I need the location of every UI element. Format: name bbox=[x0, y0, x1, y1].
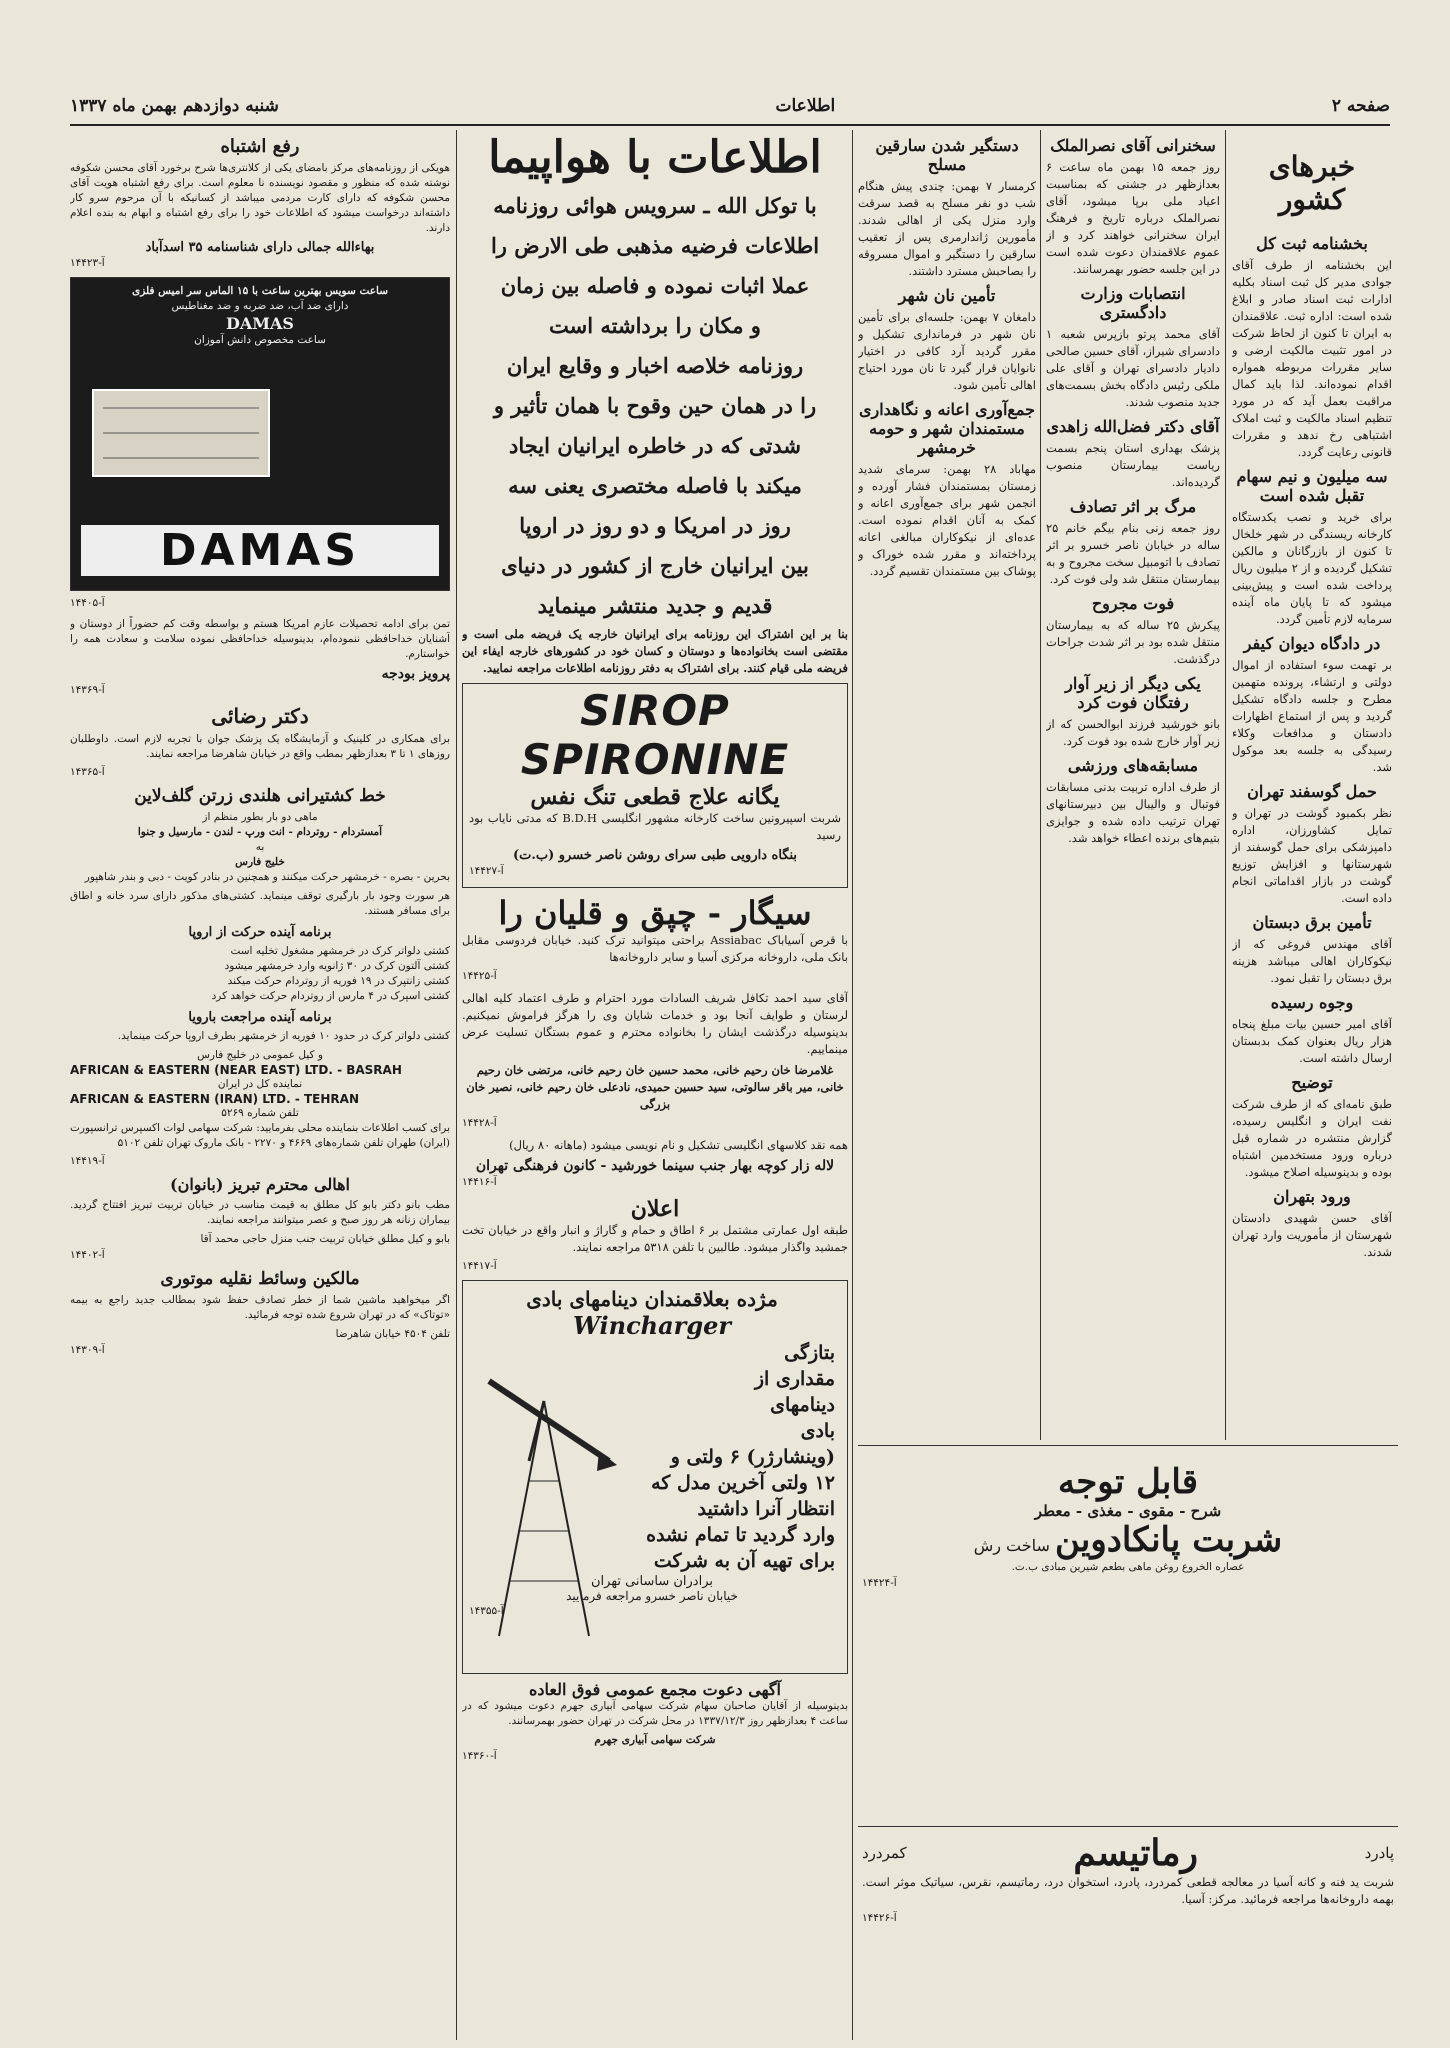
column-rule bbox=[852, 130, 853, 2040]
news-column bbox=[1232, 130, 1392, 2010]
center-column: اطلاعات با هواپیما با توکل الله ـ سرویس هوائی روزنامه اطلاعات فرضیه مذهبی طی الارض را عملا اثبات نموده و فاصله بین زمان و مکان را برداشته است روزنامه خلاصه اخبار و وقایع ایران را در همان حین وقوح با همان تأثیر و شدتی که در خاطره ایرانیان ایجاد میکند با فاصله مختصری یعنی سه روز در امریکا و دو روز در اروپا بین ایرانیان خارج از کشور در دنیای قدیم و جدید منتشر مینماید بنا بر این اشتراک این روزنامه برای ایرانیان خارجه یک فریضه ملی است و مقتضی است بخانواده‌ها و دوستان و کسان خود در کشورهای خارجه ایفاء این فریضه ملی قیام کنند. برای اشتراک به دفتر روزنامه اطلاعات مراجعه نمایید. SIROP SPIRONINE یگانه علاج قطعی تنگ نفس شربت اسپیرونین ساخت کارخانه مشهور انگلیسی B.D.H که مدتی نایاب بود رسید بنگاه دارویی طبی سرای روشن ناصر خسرو (ب.ت) آ-۱۴۴۲۷ سیگار - چپق و قلیان را با قرص آسیاباک Assiabac براحتی میتوانید ترک کنید. خیابان فردوسی مقابل بانک ملی، داروخانه مرکزی آسیا و سایر داروخانه‌ها آ-۱۴۴۲۵ آقای سید احمد تکافل شریف السادات مورد احترام و طرف اعتماد کلیه اهالی لرستان و طوایف آنجا بود و خدمات شایان وی را هرگز فراموش نمیکنیم. بدینوسیله درگذشت ایشان را بخانواده محترم و عموم بستگان تسلیت عرض مینماییم. غلامرضا خان رحیم خانی، محمد حسین خان رحیم خانی، مرتضی خان رحیم خانی، میر باقر سالوتی، سید حسین حمیدی، نادعلی خان رحیم خانی، نصیر خان بزرگی آ-۱۴۴۲۸ همه نقد کلاسهای انگلیسی تشکیل و نام نویسی میشود (ماهانه ۸۰ ریال) لاله زار کوچه بهار جنب سینما خورشید - کانون فرهنگی تهران آ-۱۴۴۱۶ اعلان طبقه اول عمارتی مشتمل بر ۶ اطاق و حمام و گاراژ و انبار واقع در خیابان تخت جمشید واگذار میشود. طالبین با تلفن ۵۳۱۸ مراجعه نمایند. آ-۱۴۴۱۷ مژده بعلاقمندان دینامهای بادی Wincharger بتازگی مقداری از دینامهای بادی (وینشارژر) ۶ ولتی و ۱۲ ولتی آخرین مدل که انتظار آنرا داشتید وارد گردید تا تمام نشده برای تهیه آن به شرکت برادران ساسانی تهران خیابان ناصر خسرو مراجعه فرمایید آ-۱۴۳۵۵ آگهی دعوت مجمع عمومی فوق العاده بدینوسیله از آقایان صاحبان سهام شرکت سهامی آبیاری جهرم دعوت میشود که در ساعت ۴ بعدازظهر روز ۱۳۳۷/۱۲/۳ در محل شرکت در تهران حضور بهمرسانند. شرکت سهامی آبیاری جهرم آ-۱۴۳۶۰ bbox=[462, 132, 848, 1762]
farewell-notice: تمن برای ادامه تحصیلات عازم امریکا هستم و بواسطه وقت کم حضوراً از دوستان و آشنایان خداحافظی ننموده‌ام، بدینوسیله خداحافظی نموده سلامت و سعادت همه را خواستارم. پرویز بودجه آ-۱۴۳۶۹ bbox=[70, 618, 450, 696]
news-item: تأمین نان شهر دامغان ۷ بهمن: جلسه‌ای برای تأمین نان شهر در فرمانداری تشکیل و مقرر گردید آرد کافی در اختیار نانوایان قرار گیرد تا نان مورد احتیاج اهالی تأمین شود. bbox=[858, 286, 1036, 392]
rental-notice: اعلان طبقه اول عمارتی مشتمل بر ۶ اطاق و حمام و گاراژ و انبار واقع در خیابان تخت جمشید واگذار میشود. طالبین با تلفن ۵۳۱۸ مراجعه نمایند. آ-۱۴۴۱۷ bbox=[462, 1196, 848, 1272]
column-rule bbox=[1040, 130, 1041, 1440]
news-item: توضیح طبق نامه‌ای که از طرف شرکت نفت ایران و انگلیس رسیده، گزارش منتشره در شماره قبل درباره ورود مستخدمین اشتباه بوده و بدینوسیله اصلاح میشود. bbox=[1232, 1073, 1392, 1179]
wincharger-ad: مژده بعلاقمندان دینامهای بادی Wincharger بتازگی مقداری از دینامهای بادی (وینشارژر) ۶ ولتی و ۱۲ ولتی آخرین مدل که انتظار آنرا داشتید وارد گردید تا تمام نشده برای تهیه آن به شرکت برادران ساسانی تهران خیابان ناصر خسرو مراجعه فرمایید آ-۱۴۳۵۵ bbox=[462, 1280, 848, 1674]
paper-name: اطلاعات bbox=[775, 96, 836, 116]
air-service-text: با توکل الله ـ سرویس هوائی روزنامه اطلاعات فرضیه مذهبی طی الارض را عملا اثبات نموده و فاصله بین زمان و مکان را برداشته است روزنامه خلاصه اخبار و وقایع ایران را در همان حین وقوح با همان تأثیر و شدتی که در خاطره ایرانیان ایجاد میکند با فاصله مختصری یعنی سه روز در امریکا و دو روز در اروپا بین ایرانیان خارج از کشور در دنیای قدیم و جدید منتشر مینماید bbox=[490, 193, 820, 618]
general-assembly-invite: آگهی دعوت مجمع عمومی فوق العاده بدینوسیله از آقایان صاحبان سهام شرکت سهامی آبیاری جهرم دعوت میشود که در ساعت ۴ بعدازظهر روز ۱۳۳۷/۱۲/۳ در محل شرکت در تهران حضور بهمرسانند. شرکت سهامی آبیاری جهرم آ-۱۴۳۶۰ bbox=[462, 1680, 848, 1762]
motor-vehicle-ad: مالکین وسائط نقلیه موتوری اگر میخواهید ماشین شما از خطر تصادف حفظ شود بمطالب جدید راجع به بیمه «توتاک» که در تهران شروع شده توجه فرمائید. تلفن ۴۵۰۴ خیابان شاهرضا آ-۱۴۳۰۹ bbox=[70, 1269, 450, 1356]
news-item: سه میلیون و نیم سهام تقبل شده است برای خرید و نصب یکدستگاه کارخانه ریسندگی در شهر خلخال تا کنون از بازرگانان و مالکین تشکیل گردیده و از ۲ میلیون ریال پرداخت شده است و پیش‌بینی میشود که تا پایان ماه آینده سرمایه لازم تأمین گردد. bbox=[1232, 467, 1392, 626]
watch-display-icon bbox=[91, 388, 271, 478]
shipping-line-ad: خط کشتیرانی هلندی زرتن گلف‌لاین ماهی دو بار بطور منظم از آمستردام - روتردام - انت ورپ - لندن - مارسیل و جنوا به خلیج فارس بحرین - بصره - خرمشهر حرکت میکنند و همچنین در بنادر کویت - دبی و بندر شاهپور هر سورت وجود بار بارگیری توقف مینماید. کشتی‌های مذکور دارای سرد خانه و اطاق برای مسافر هستند. برنامه آینده حرکت از اروپا کشتی دلواتر کرک در خرمشهر مشغول تخلیه است کشتی آلتون کرک در ۳۰ ژانویه وارد خرمشهر میشود کشتی زانتپرک در ۱۹ فوریه از روتردام حرکت میکند کشتی اسپرک در ۴ مارس از روتردام حرکت خواهد کرد برنامه آینده مراجعت بارویا کشتی دلواتر کرک در حدود ۱۰ فوریه از خرمشهر بطرف اروپا حرکت مینماید. و کیل عمومی در خلیج فارس AFRICAN & EASTERN (NEAR EAST) LTD. - BASRAH نماینده کل در ایران AFRICAN & EASTERN (IRAN) LTD. - TEHRAN تلفن شماره ۵۲۶۹ برای کسب اطلاعات بنماینده محلی بفرمایید: شرکت سهامی لوات اکسپرس ترانسپورت (ایران) طهران تلفن شماره‌های ۴۶۶۹ و ۲۲۷۰ - بانک ماروک تهران تلفن ۵۱۰۲ آ-۱۴۴۱۹ bbox=[70, 786, 450, 1167]
left-column: رفع اشتباه هویکی از روزنامه‌های مرکز بامضای یکی از کلانتری‌ها شرح برخورد آقای محسن شکوفه نوشته شده که منظور و مقصود نویسنده نا معلوم است. برای رفع اشتباه هویت آقای محسن شکوفه که دارای کارت مردمی میباشد از کسانیکه با آن مرحوم سرو کار داشته‌اند درخواست میشود که اطلاعات خود را برای رفع اشتباه و ابهام به بنده اعلام دارند. بهاءالله جمالی دارای شناسنامه ۳۵ اسدآباد آ-۱۴۴۲۳ ساعت سویس بهترین ساعت با ۱۵ الماس سر امیس فلزی دارای ضد آب، ضد ضربه و ضد مغناطیس DAMAS ساعت مخصوص دانش آموزان DAMAS آ-۱۴۴۰۵ تمن برای ادامه تحصیلات عازم امریکا هستم و بواسطه وقت کم حضوراً از دوستان و آشنایان خداحافظی ننموده‌ام، بدینوسیله خداحافظی نموده سلامت و سعادت همه را خواستارم. پرویز بودجه آ-۱۴۳۶۹ دکتر رضائی برای همکاری در کلینیک و آزمایشگاه یک پزشک جوان با تجربه لازم است. داوطلبان روزهای ۱ تا ۳ بعدازظهر بمطب واقع در خیابان شاهرضا مراجعه نمایند. آ-۱۴۳۶۵ خط کشتیرانی هلندی زرتن گلف‌لاین ماهی دو بار بطور منظم از آمستردام - روتردام - انت ورپ - لندن - مارسیل و جنوا به خلیج فارس بحرین - بصره - خرمشهر حرکت میکنند و همچنین در بنادر کویت - دبی و بندر شاهپور هر سورت وجود بار بارگیری توقف مینماید. کشتی‌های مذکور دارای سرد خانه و اطاق برای مسافر هستند. برنامه آینده حرکت از اروپا کشتی دلواتر کرک در خرمشهر مشغول تخلیه است کشتی آلتون کرک در ۳۰ ژانویه وارد خرمشهر میشود کشتی زانتپرک در ۱۹ فوریه از روتردام حرکت میکند کشتی اسپرک در ۴ مارس از روتردام حرکت خواهد کرد برنامه آینده مراجعت بارویا کشتی دلواتر کرک در حدود ۱۰ فوریه از خرمشهر بطرف اروپا حرکت مینماید. و کیل عمومی در خلیج فارس AFRICAN & EASTERN (NEAR EAST) LTD. - BASRAH نماینده کل در ایران AFRICAN & EASTERN (IRAN) LTD. - TEHRAN تلفن شماره ۵۲۶۹ برای کسب اطلاعات بنماینده محلی بفرمایید: شرکت سهامی لوات اکسپرس ترانسپورت (ایران) طهران تلفن شماره‌های ۴۶۶۹ و ۲۲۷۰ - بانک ماروک تهران تلفن ۵۱۰۲ آ-۱۴۴۱۹ اهالی محترم تبریز (بانوان) مطب بانو دکتر بابو کل مطلق به قیمت مناسب در خیابان تربیت تبریز افتتاح گردید. بیماران زنانه هر روز صبح و عصر میتوانند مراجعه نمایند. بابو و کیل مطلق خیابان تربیت جنب منزل حاجی محمد آقا آ-۱۴۴۰۲ مالکین وسائط نقلیه موتوری اگر میخواهید ماشین شما از خطر تصادف حفظ شود بمطالب جدید راجع به بیمه «توتاک» که در تهران شروع شده توجه فرمائید. تلفن ۴۵۰۴ خیابان شاهرضا آ-۱۴۳۰۹ bbox=[70, 136, 450, 1356]
page-number: صفحه ۲ bbox=[1331, 96, 1390, 116]
news-item: تأمین برق دبستان آقای مهندس فروغی که از نیکوکاران اهالی میباشد هزینه برق دبستان را تقبل نمود. bbox=[1232, 913, 1392, 985]
news-item: سخنرانی آقای نصرالملک روز جمعه ۱۵ بهمن ماه ساعت ۶ بعدازظهر در جشنی که بمناسبت اعیاد ملی برپا میشود، آقای نصرالملک درباره تاریخ و فرهنگ ایران سخنرانی خواهند کرد و از عموم علاقمندان دعوت شده است در این جلسه حضور بهمرسانند. bbox=[1046, 136, 1220, 276]
issue-date: شنبه دوازدهم بهمن ماه ۱۳۳۷ bbox=[70, 96, 279, 116]
section-rule bbox=[858, 1445, 1398, 1446]
news-item: انتصابات وزارت دادگستری آقای محمد پرتو بازپرس شعبه ۱ دادسرای شیراز، آقای حسین صالحی دادیار دادسرای تهران و آقای علی ملکی رئیس دادگاه بخش بسمت‌های جدید منصوب شدند. bbox=[1046, 284, 1220, 409]
news-column-3 bbox=[858, 130, 1036, 1435]
section-rule bbox=[858, 1826, 1398, 1827]
news-item: مرگ بر اثر تصادف روز جمعه زنی بنام بیگم خانم ۲۵ ساله در خیابان ناصر خسرو بر اثر تصادف با اتومبیل سخت مجروح و به بیمارستان منتقل شد ولی فوت کرد. bbox=[1046, 497, 1220, 586]
news-item: ورود بتهران آقای حسن شهیدی دادستان شهرستان از مأموریت وارد تهران شدند. bbox=[1232, 1187, 1392, 1259]
page-header bbox=[70, 88, 1390, 126]
rheumatism-ad: پادرد رماتیسم کمردرد شربت ید فنه و کانه آسیا در معالجه قطعی کمردرد، پادرد، استخوان درد، رماتیسم، نقرس، سیاتیک موثر است. بهمه داروخانه‌ها مراجعه فرمائید. مرکز: آسیا. آ-۱۴۴۲۶ bbox=[862, 1832, 1394, 1924]
news-item: دستگیر شدن سارقین مسلح کرمسار ۷ بهمن: چندی پیش هنگام شب دو نفر مسلح به قصد سرقت وارد منزل یکی از اهالی شدند. مأمورین ژاندارمری پس از تعقیب سارقین را دستگیر و اموال مسروقه را بصاحبش مسترد داشتند. bbox=[858, 136, 1036, 278]
news-item: بخشنامه ثبت کل این بخشنامه از طرف آقای جوادی مدیر کل ثبت اسناد بکلیه ادارات ثبت اسناد صادر و ابلاغ شده است: اداره ثبت. علاقمندان به ایران تا کنون از لحاظ شرکت در امور تثبیت مالکیت ارضی و سایر مقررات مربوطه همواره اقدام نموده‌اند. لذا باید کمال مراقبت بعمل آید که در مورد تنظیم اسناد مالکیت و ثبت املاک اشتباهی رخ ندهد و مقررات قانونی رعایت گردد. bbox=[1232, 234, 1392, 459]
english-classes-ad: همه نقد کلاسهای انگلیسی تشکیل و نام نویسی میشود (ماهانه ۸۰ ریال) لاله زار کوچه بهار جنب سینما خورشید - کانون فرهنگی تهران آ-۱۴۴۱۶ bbox=[462, 1138, 848, 1188]
cigar-ad: سیگار - چپق و قلیان را با قرص آسیاباک Assiabac براحتی میتوانید ترک کنید. خیابان فردوسی مقابل بانک ملی، داروخانه مرکزی آسیا و سایر داروخانه‌ها آ-۱۴۴۲۵ bbox=[462, 894, 848, 982]
news-item: آقای دکتر فضل‌الله زاهدی پزشک بهداری استان پنجم بسمت ریاست بیمارستان منصوب گردیده‌اند. bbox=[1046, 417, 1220, 489]
section-title: خبرهای کشور bbox=[1268, 150, 1356, 216]
damas-watch-ad: ساعت سویس بهترین ساعت با ۱۵ الماس سر امیس فلزی دارای ضد آب، ضد ضربه و ضد مغناطیس DAMAS ساعت مخصوص دانش آموزان DAMAS bbox=[70, 277, 450, 591]
news-item: جمع‌آوری اعانه و نگاهداری مستمندان شهر و حومه خرمشهر مهاباد ۲۸ بهمن: سرمای شدید زمستان بمستمندان فشار آورده و انجمن شهر برای جمع‌آوری اعانه و کمک به آنان اقدام نموده است. عده‌ای از نیکوکاران مبالغی اعانه پرداخته‌اند و مقرر شده خوراک و پوشاک بین مستمندان تقسیم گردد. bbox=[858, 400, 1036, 578]
column-rule bbox=[456, 130, 457, 2040]
doctor-ad: دکتر رضائی برای همکاری در کلینیک و آزمایشگاه یک پزشک جوان با تجربه لازم است. داوطلبان روزهای ۱ تا ۳ بعدازظهر بمطب واقع در خیابان شاهرضا مراجعه نمایند. آ-۱۴۳۶۵ bbox=[70, 704, 450, 778]
news-item: حمل گوسفند تهران نظر بکمبود گوشت در تهران و تمایل کشاورزان، اداره دامپزشکی برای حمل گوسفند از شهرستانها و افزایش توزیع گوشت در بازار اقداماتی انجام داده است. bbox=[1232, 782, 1392, 905]
correction-notice: رفع اشتباه هویکی از روزنامه‌های مرکز بامضای یکی از کلانتری‌ها شرح برخورد آقای محسن شکوفه نوشته شده که منظور و مقصود نویسنده نا معلوم است. برای رفع اشتباه هویت آقای محسن شکوفه که دارای کارت مردمی میباشد از کسانیکه با آن مرحوم سرو کار داشته‌اند درخواست میشود که اطلاعات خود را برای رفع اشتباه و ابهام به بنده اعلام دارند. بهاءالله جمالی دارای شناسنامه ۳۵ اسدآباد آ-۱۴۴۲۳ bbox=[70, 136, 450, 269]
masthead: اطلاعات با هواپیما bbox=[488, 132, 822, 183]
news-item: وجوه رسیده آقای امیر حسین بیات مبلغ پنجاه هزار ریال بعنوان کمک بدبستان ارسال داشته است. bbox=[1232, 993, 1392, 1065]
pancodvin-ad: قابل توجه شرح - مقوی - مغذی - معطر شربت پانکادوین ساخت رش عصاره الخروع روغن ماهی بطعم شیرین مبادی ب.ت. آ-۱۴۴۲۴ bbox=[862, 1462, 1283, 1589]
column-rule bbox=[1225, 130, 1226, 1440]
news-item: مسابقه‌های ورزشی از طرف اداره تربیت بدنی مسابقات فوتبال و والیبال بین دبیرستانهای تهران ترتیب داده شده و جوایزی بتیم‌های برنده اعطاء خواهد شد. bbox=[1046, 756, 1220, 845]
news-item: یکی دیگر از زیر آوار رفتگان فوت کرد بانو خورشید فرزند ابوالحسن که از زیر آوار خارج شده بود فوت کرد. bbox=[1046, 674, 1220, 748]
sirop-ad: SIROP SPIRONINE یگانه علاج قطعی تنگ نفس شربت اسپیرونین ساخت کارخانه مشهور انگلیسی B.D.H که مدتی نایاب بود رسید بنگاه دارویی طبی سرای روشن ناصر خسرو (ب.ت) آ-۱۴۴۲۷ bbox=[462, 683, 848, 888]
news-item: در دادگاه دیوان کیفر بر تهمت سوء استفاده از اموال دولتی و ارتشاء، پرونده متهمین مطرح و جلسه دادگاه تشکیل گردید و پس از استماع اظهارات دادستان و مدافعات وکلاء رسیدگی به جلسه بعد موکول شد. bbox=[1232, 634, 1392, 774]
condolence-notice: آقای سید احمد تکافل شریف السادات مورد احترام و طرف اعتماد کلیه اهالی لرستان و طوایف آنجا بود و خدمات شایان وی را هرگز فراموش نمیکنیم. بدینوسیله درگذشت ایشان را بخانواده محترم و عموم بستگان تسلیت عرض مینماییم. غلامرضا خان رحیم خانی، محمد حسین خان رحیم خانی، مرتضی خان رحیم خانی، میر باقر سالوتی، سید حسین حمیدی، نادعلی خان رحیم خانی، نصیر خان بزرگی آ-۱۴۴۲۸ bbox=[462, 991, 848, 1129]
tabriz-clinic-ad: اهالی محترم تبریز (بانوان) مطب بانو دکتر بابو کل مطلق به قیمت مناسب در خیابان تربیت تبریز افتتاح گردید. بیماران زنانه هر روز صبح و عصر میتوانند مراجعه نمایند. بابو و کیل مطلق خیابان تربیت جنب منزل حاجی محمد آقا آ-۱۴۴۰۲ bbox=[70, 1175, 450, 1261]
news-item: فوت مجروح پیکرش ۲۵ ساله که به بیمارستان منتقل شده بود بر اثر شدت جراحات درگذشت. bbox=[1046, 594, 1220, 666]
wind-turbine-icon bbox=[469, 1341, 619, 1641]
news-column-2 bbox=[1046, 130, 1220, 1435]
